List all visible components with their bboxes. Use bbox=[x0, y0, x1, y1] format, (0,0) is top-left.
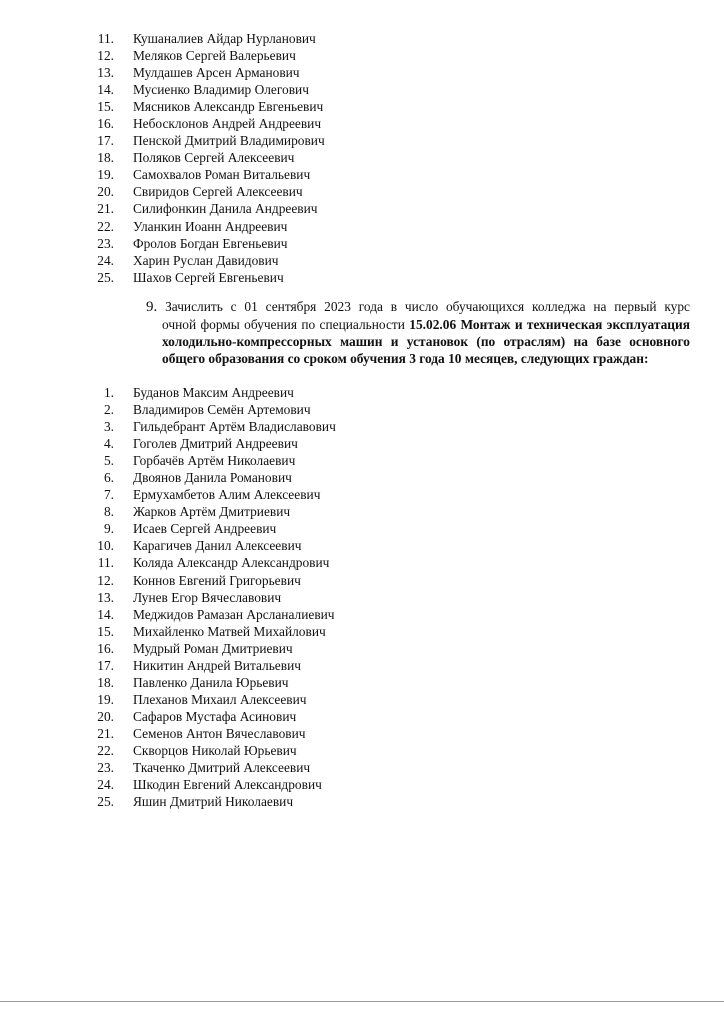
list-item-number: 17. bbox=[97, 133, 114, 149]
list-item-number: 14. bbox=[97, 606, 114, 622]
list-item-name: Горбачёв Артём Николаевич bbox=[133, 453, 296, 469]
list-item-name: Лунев Егор Вячеславович bbox=[133, 589, 282, 605]
list-item bbox=[86, 98, 325, 115]
list-item-name: Силифонкин Данила Андреевич bbox=[133, 201, 318, 217]
list-item-number: 18. bbox=[97, 150, 114, 166]
enrollment-clause bbox=[146, 298, 690, 367]
list-item-number: 3. bbox=[103, 419, 114, 435]
list-item-name: Семенов Антон Вячеславович bbox=[133, 725, 306, 741]
list-item-name: Гоголев Дмитрий Андреевич bbox=[133, 436, 298, 452]
list-item bbox=[86, 486, 336, 503]
list-item-number: 8. bbox=[103, 504, 114, 520]
list-item-name: Жарков Артём Дмитриевич bbox=[133, 504, 291, 520]
list-item-number: 13. bbox=[97, 65, 114, 81]
list-item bbox=[86, 269, 325, 286]
list-item-name: Владимиров Семён Артемович bbox=[133, 402, 311, 418]
list-item-name: Харин Руслан Давидович bbox=[133, 252, 279, 268]
list-item-number: 6. bbox=[103, 470, 114, 486]
list-item bbox=[86, 452, 336, 469]
list-item-number: 21. bbox=[97, 725, 114, 741]
list-item bbox=[86, 520, 336, 537]
list-item-number: 14. bbox=[97, 82, 114, 98]
list-item-number: 16. bbox=[97, 116, 114, 132]
list-item-number: 11. bbox=[97, 31, 114, 46]
list-item-number: 20. bbox=[97, 184, 114, 200]
list-item bbox=[86, 47, 325, 64]
list-item bbox=[86, 691, 336, 708]
list-item-number: 18. bbox=[97, 674, 114, 690]
list-item bbox=[86, 218, 325, 235]
list-item-number: 1. bbox=[103, 385, 114, 400]
clause-first-line bbox=[146, 298, 690, 316]
clause-body-bold: 15.02.06 Монтаж и техническая эксплуатация холодильно-компрессорных машин и установок (по отраслям) на базе основного общего образования со сроком обучения 3 года 10 месяцев, следующих граждан: bbox=[162, 317, 690, 366]
list-item-name: Меджидов Рамазан Арсланалиевич bbox=[133, 606, 335, 622]
list-item-name: Мясников Александр Евгеньевич bbox=[133, 99, 324, 115]
list-item-name: Пенской Дмитрий Владимирович bbox=[133, 133, 325, 149]
clause-number: 9. bbox=[146, 299, 158, 315]
list-item bbox=[86, 149, 325, 166]
list-item-number: 23. bbox=[97, 235, 114, 251]
list-item bbox=[86, 725, 336, 742]
list-item-number: 4. bbox=[103, 436, 114, 452]
list-item bbox=[86, 252, 325, 269]
list-item-name: Гильдебрант Артём Владиславович bbox=[133, 419, 336, 435]
list-item-name: Коннов Евгений Григорьевич bbox=[133, 572, 301, 588]
list-item bbox=[86, 708, 336, 725]
list-item-number: 10. bbox=[97, 538, 114, 554]
list-item bbox=[86, 742, 336, 759]
list-item bbox=[86, 183, 325, 200]
list-item-number: 22. bbox=[97, 218, 114, 234]
list-item bbox=[86, 200, 325, 217]
clause-body-plain: очной формы обучения по специальности bbox=[162, 317, 410, 332]
list-item-number: 2. bbox=[103, 402, 114, 418]
list-item-name: Коляда Александр Александрович bbox=[133, 555, 330, 571]
list-item-number: 11. bbox=[97, 555, 114, 571]
list-item-number: 25. bbox=[97, 269, 114, 285]
list-item-name: Шкодин Евгений Александрович bbox=[133, 777, 322, 793]
list-item bbox=[86, 554, 336, 571]
list-item-number: 17. bbox=[97, 657, 114, 673]
list-item-number: 19. bbox=[97, 167, 114, 183]
student-list-new bbox=[86, 384, 336, 810]
list-item-name: Плеханов Михаил Алексеевич bbox=[133, 691, 307, 707]
list-item bbox=[86, 115, 325, 132]
list-item bbox=[86, 30, 325, 47]
list-item-name: Исаев Сергей Андреевич bbox=[133, 521, 277, 537]
list-item-name: Поляков Сергей Алексеевич bbox=[133, 150, 295, 166]
list-item-name: Никитин Андрей Витальевич bbox=[133, 657, 301, 673]
list-item-number: 13. bbox=[97, 589, 114, 605]
list-item-name: Мудрый Роман Дмитриевич bbox=[133, 640, 293, 656]
list-item bbox=[86, 793, 336, 810]
list-item-name: Шахов Сергей Евгеньевич bbox=[133, 269, 284, 285]
list-item bbox=[86, 589, 336, 606]
clause-body bbox=[162, 316, 690, 367]
list-item-number: 25. bbox=[97, 794, 114, 810]
list-item-name: Буданов Максим Андреевич bbox=[133, 385, 294, 400]
list-item-name: Ермухамбетов Алим Алексеевич bbox=[133, 487, 321, 503]
list-item bbox=[86, 64, 325, 81]
list-item-name: Яшин Дмитрий Николаевич bbox=[133, 794, 294, 810]
list-item bbox=[86, 759, 336, 776]
list-item-number: 5. bbox=[103, 453, 114, 469]
list-item-number: 7. bbox=[103, 487, 114, 503]
list-item-number: 16. bbox=[97, 640, 114, 656]
list-item bbox=[86, 132, 325, 149]
list-item bbox=[86, 418, 336, 435]
list-item bbox=[86, 640, 336, 657]
list-item bbox=[86, 623, 336, 640]
list-item bbox=[86, 384, 336, 401]
list-item-name: Мусиенко Владимир Олегович bbox=[133, 82, 309, 98]
list-item-number: 19. bbox=[97, 691, 114, 707]
list-item bbox=[86, 401, 336, 418]
list-item-number: 15. bbox=[97, 99, 114, 115]
list-item-name: Фролов Богдан Евгеньевич bbox=[133, 235, 288, 251]
list-item bbox=[86, 572, 336, 589]
list-item-name: Свиридов Сергей Алексеевич bbox=[133, 184, 303, 200]
student-list-continued bbox=[86, 30, 325, 286]
page-bottom-line bbox=[0, 1001, 724, 1002]
list-item-name: Михайленко Матвей Михайлович bbox=[133, 623, 326, 639]
list-item-number: 22. bbox=[97, 742, 114, 758]
list-item-name: Двоянов Данила Романович bbox=[133, 470, 292, 486]
list-item-name: Меляков Сергей Валерьевич bbox=[133, 48, 296, 64]
list-item bbox=[86, 81, 325, 98]
list-item-name: Ткаченко Дмитрий Алексеевич bbox=[133, 760, 311, 776]
list-item-name: Сафаров Мустафа Асинович bbox=[133, 708, 297, 724]
list-item-name: Павленко Данила Юрьевич bbox=[133, 674, 289, 690]
clause-first-text: Зачислить с 01 сентября 2023 года в число обучающихся колледжа на первый курс bbox=[165, 299, 690, 314]
list-item-name: Мулдашев Арсен Арманович bbox=[133, 65, 300, 81]
list-item bbox=[86, 435, 336, 452]
list-item-name: Самохвалов Роман Витальевич bbox=[133, 167, 311, 183]
list-item-name: Скворцов Николай Юрьевич bbox=[133, 742, 297, 758]
list-item-number: 15. bbox=[97, 623, 114, 639]
list-item-number: 9. bbox=[103, 521, 114, 537]
list-item bbox=[86, 674, 336, 691]
list-item-number: 21. bbox=[97, 201, 114, 217]
list-item bbox=[86, 166, 325, 183]
list-item-name: Карагичев Данил Алексеевич bbox=[133, 538, 302, 554]
list-item bbox=[86, 776, 336, 793]
list-item bbox=[86, 235, 325, 252]
list-item-number: 20. bbox=[97, 708, 114, 724]
list-item bbox=[86, 503, 336, 520]
list-item-name: Уланкин Иоанн Андреевич bbox=[133, 218, 288, 234]
list-item-name: Небосклонов Андрей Андреевич bbox=[133, 116, 322, 132]
list-item-name: Кушаналиев Айдар Нурланович bbox=[133, 31, 316, 46]
list-item-number: 12. bbox=[97, 572, 114, 588]
list-item-number: 23. bbox=[97, 760, 114, 776]
list-item bbox=[86, 469, 336, 486]
list-item-number: 24. bbox=[97, 252, 114, 268]
list-item bbox=[86, 606, 336, 623]
list-item-number: 24. bbox=[97, 777, 114, 793]
list-item-number: 12. bbox=[97, 48, 114, 64]
list-item bbox=[86, 657, 336, 674]
list-item bbox=[86, 537, 336, 554]
